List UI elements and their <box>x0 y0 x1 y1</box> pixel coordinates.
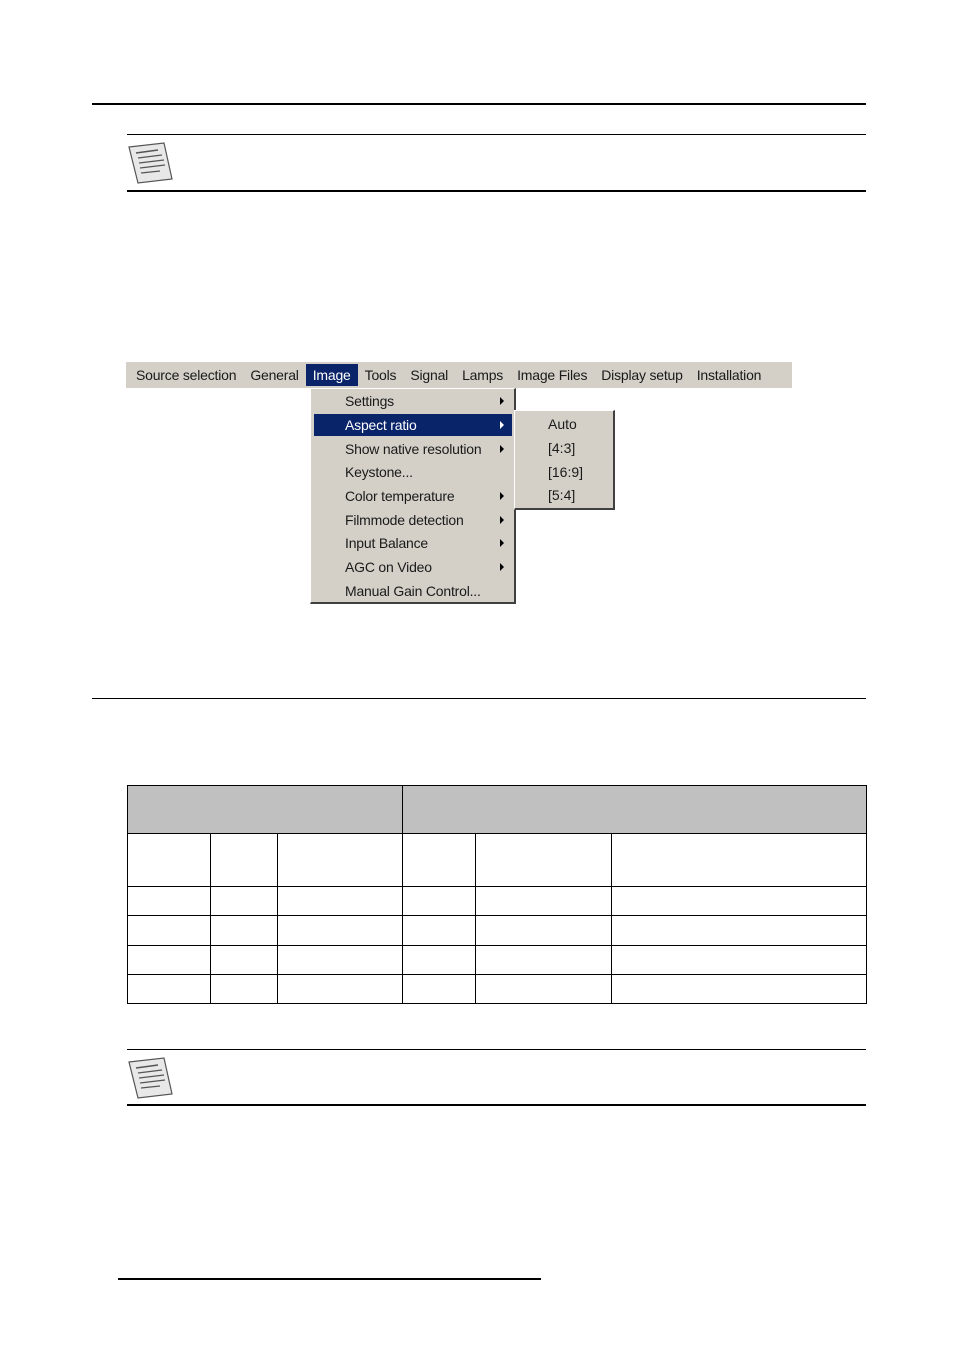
menu-item-input-balance[interactable] <box>314 532 512 554</box>
menu-item-agc-on-video[interactable] <box>314 556 512 578</box>
menu-source-selection[interactable]: Source selection <box>136 367 237 383</box>
table-cell <box>476 975 612 1004</box>
menu-item-keystone[interactable] <box>314 461 512 483</box>
header-rule <box>92 103 866 105</box>
table-cell <box>211 887 278 916</box>
menu-item-color-temperature[interactable] <box>314 485 512 507</box>
menu-item-aspect-ratio[interactable] <box>314 414 512 436</box>
table-row <box>128 946 867 975</box>
table-cell <box>403 834 476 887</box>
submenu-arrow-icon <box>500 445 504 453</box>
menu-item-label: Show native resolution <box>345 441 482 457</box>
menu-item-settings[interactable] <box>314 390 512 412</box>
menu-display-setup[interactable]: Display setup <box>601 367 683 383</box>
menu-image[interactable]: Image <box>306 364 358 386</box>
submenu-item-5-4[interactable]: [5:4] <box>548 487 576 503</box>
table-cell <box>612 887 867 916</box>
table-row <box>128 916 867 946</box>
table-cell <box>403 946 476 975</box>
table-cell <box>612 916 867 946</box>
menu-installation[interactable]: Installation <box>696 367 762 383</box>
table-cell <box>278 916 403 946</box>
section-divider <box>92 698 866 699</box>
note-bottom-rule <box>127 190 866 192</box>
table-cell <box>211 916 278 946</box>
menu-tools[interactable]: Tools <box>364 367 397 383</box>
menu-item-label: AGC on Video <box>345 559 432 575</box>
table-cell <box>278 834 403 887</box>
table-cell <box>211 834 278 887</box>
table-cell <box>476 916 612 946</box>
menu-general[interactable]: General <box>250 367 299 383</box>
table-cell <box>128 975 211 1004</box>
note-icon <box>126 141 176 185</box>
menu-item-label: Input Balance <box>345 535 429 551</box>
menu-item-label: Color temperature <box>345 488 455 504</box>
submenu-item-16-9[interactable]: [16:9] <box>548 464 584 480</box>
menu-item-show-native-resolution[interactable] <box>314 438 512 460</box>
data-table <box>127 785 867 1004</box>
aspect-ratio-submenu <box>514 410 615 510</box>
menu-item-label: Filmmode detection <box>345 512 464 528</box>
table-cell <box>278 946 403 975</box>
note-top-rule <box>127 134 866 135</box>
table-header-row <box>128 786 867 834</box>
table-cell <box>476 946 612 975</box>
menu-lamps[interactable]: Lamps <box>462 367 504 383</box>
table-cell <box>278 887 403 916</box>
image-dropdown-menu <box>310 388 516 604</box>
table-cell <box>612 975 867 1004</box>
submenu-arrow-icon <box>500 397 504 405</box>
submenu-arrow-icon <box>500 563 504 571</box>
note-icon <box>126 1056 176 1100</box>
table-cell <box>476 887 612 916</box>
table-cell <box>403 887 476 916</box>
table-cell <box>612 834 867 887</box>
table-cell <box>128 887 211 916</box>
table-cell <box>128 916 211 946</box>
menu-signal[interactable]: Signal <box>410 367 449 383</box>
menu-item-manual-gain-control[interactable] <box>314 580 512 602</box>
table-cell <box>128 834 211 887</box>
submenu-arrow-icon <box>500 421 504 429</box>
table-subheader-row <box>128 834 867 887</box>
menu-item-label: Aspect ratio <box>345 417 417 433</box>
table-header-cell <box>128 786 403 834</box>
table-header-cell <box>403 786 867 834</box>
menu-bar <box>126 362 792 388</box>
menu-item-label: Keystone... <box>345 464 413 480</box>
table-cell <box>211 946 278 975</box>
menu-item-label: Manual Gain Control... <box>345 583 481 599</box>
menu-item-filmmode-detection[interactable] <box>314 509 512 531</box>
menu-item-label: Settings <box>345 393 394 409</box>
menu-image-files[interactable]: Image Files <box>517 367 588 383</box>
table-cell <box>128 946 211 975</box>
table-cell <box>403 975 476 1004</box>
submenu-item-auto[interactable]: Auto <box>548 416 577 432</box>
table-cell <box>476 834 612 887</box>
footer-rule <box>118 1278 541 1280</box>
table-row <box>128 975 867 1004</box>
table-cell <box>211 975 278 1004</box>
submenu-item-4-3[interactable]: [4:3] <box>548 440 576 456</box>
table-cell <box>278 975 403 1004</box>
submenu-arrow-icon <box>500 539 504 547</box>
note-top-rule <box>127 1049 866 1050</box>
table-row <box>128 887 867 916</box>
note-bottom-rule <box>127 1104 866 1106</box>
table-cell <box>403 916 476 946</box>
table-cell <box>612 946 867 975</box>
submenu-arrow-icon <box>500 492 504 500</box>
submenu-arrow-icon <box>500 516 504 524</box>
